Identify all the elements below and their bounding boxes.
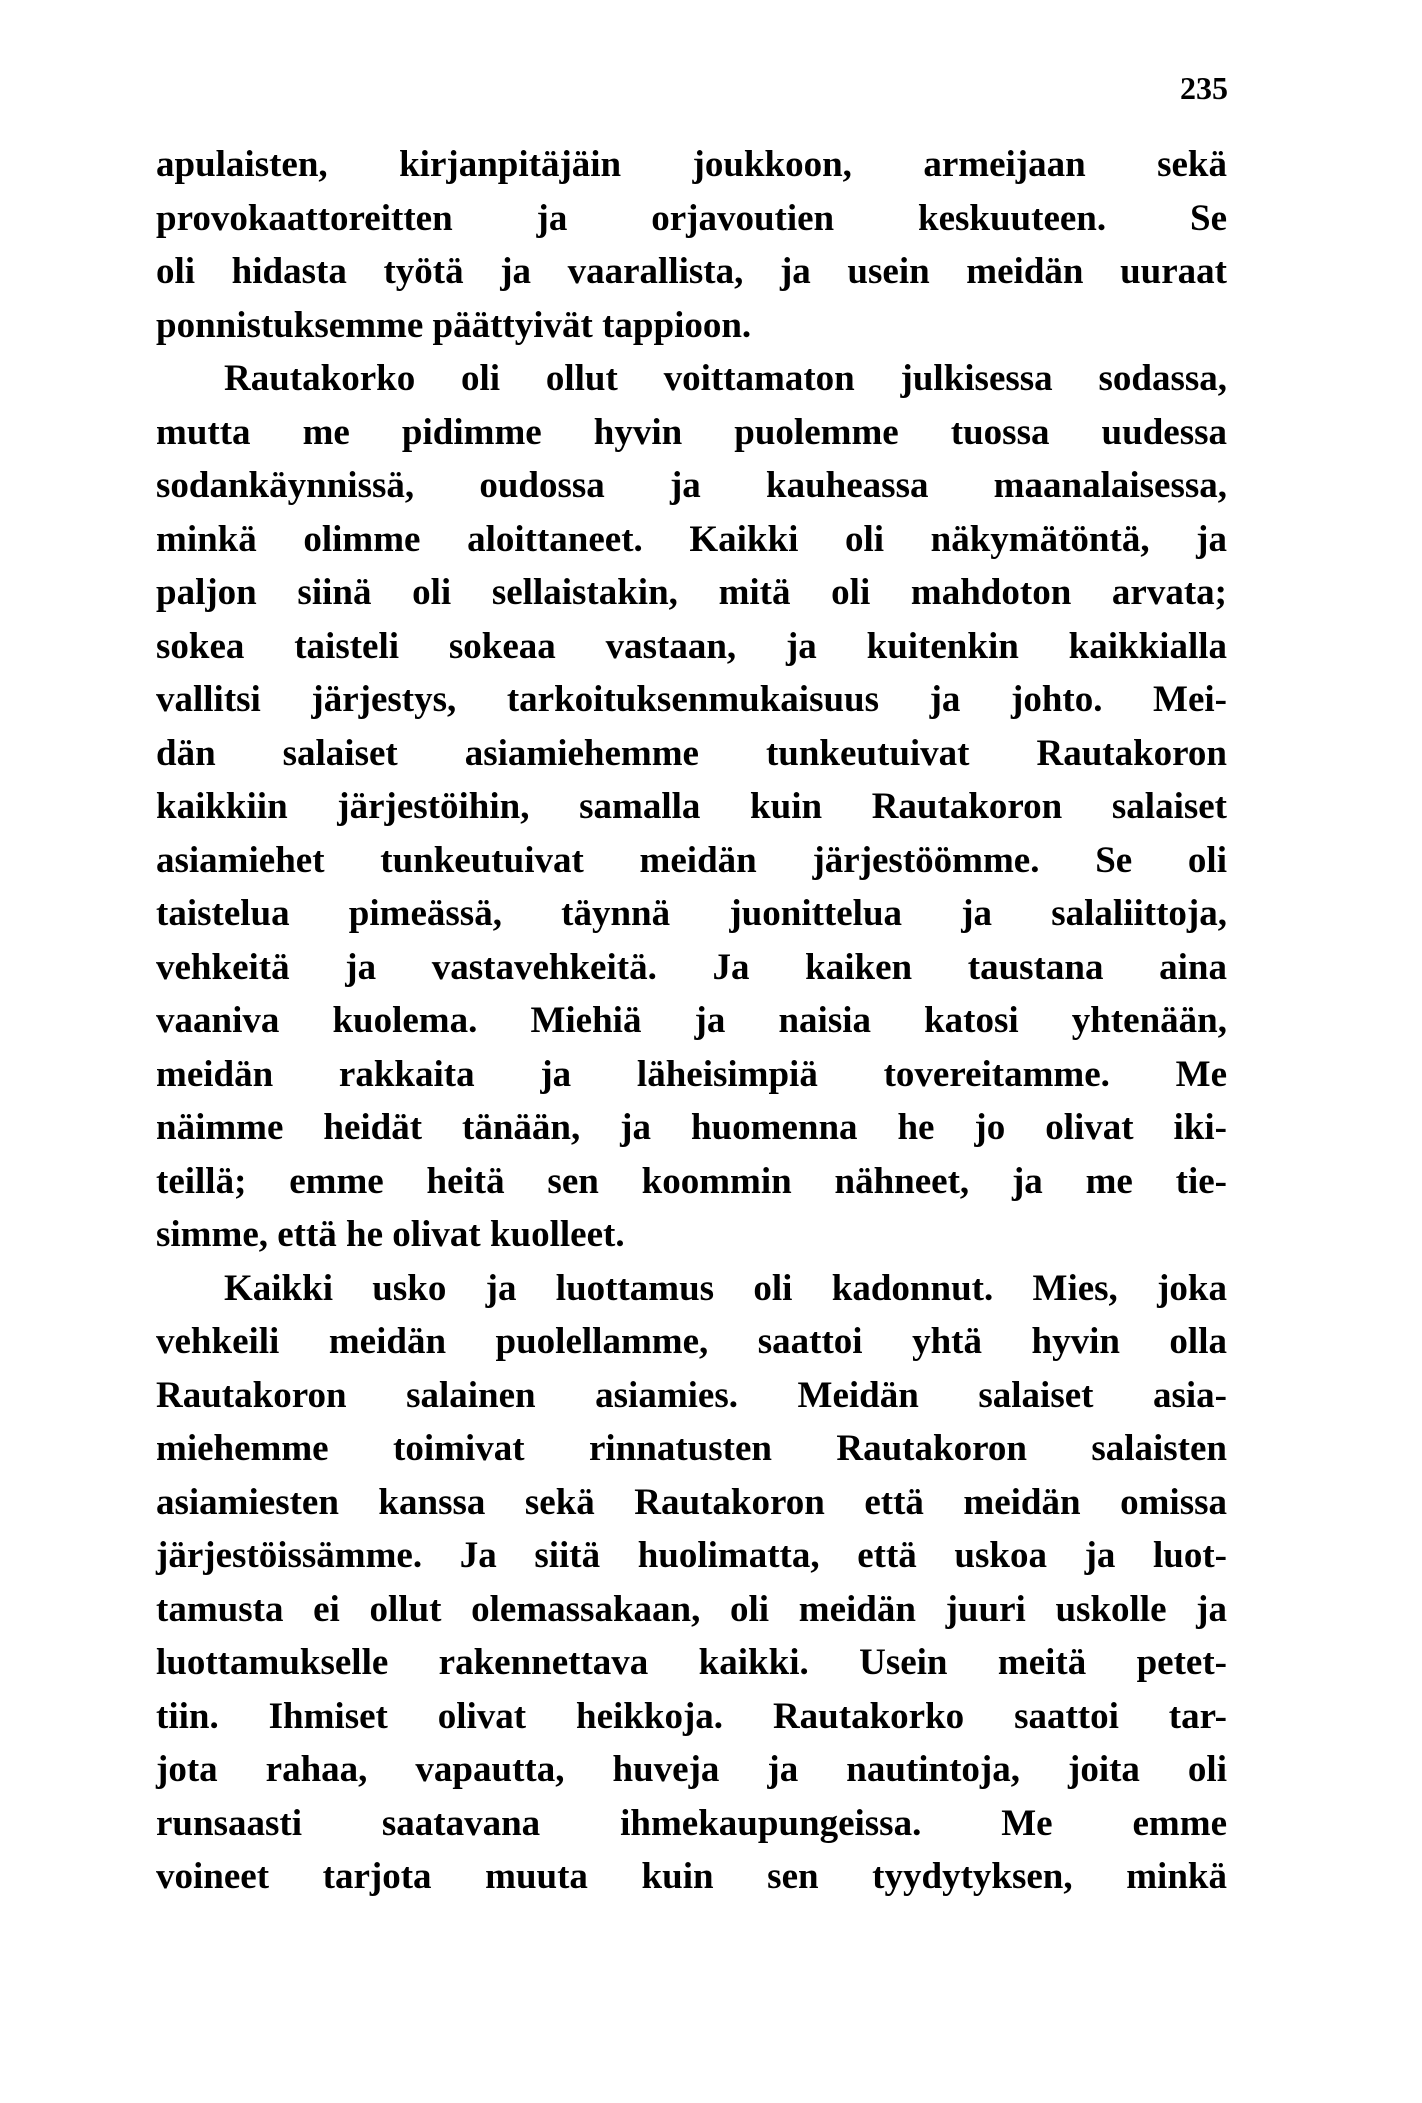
text-line: runsaasti saatavana ihmekaupungeissa. Me emme xyxy=(156,1802,1227,1844)
text-line: asiamiesten kanssa sekä Rautakoron että meidän omissa xyxy=(156,1481,1227,1523)
text-line: jota rahaa, vapautta, huveja ja nautintoja, joita oli xyxy=(156,1749,1227,1790)
paragraph xyxy=(156,138,1227,352)
text-line: näimme heidät tänään, ja huomenna he jo olivat iki- xyxy=(156,1107,1227,1148)
text-line: mutta me pidimme hyvin puolemme tuossa uudessa xyxy=(156,411,1227,453)
text-line: vehkeili meidän puolellamme, saattoi yhtä hyvin olla xyxy=(156,1321,1227,1362)
body-text xyxy=(156,138,1227,1904)
text-line: paljon siinä oli sellaistakin, mitä oli mahdoton arvata; xyxy=(156,572,1227,613)
text-line: teillä; emme heitä sen koommin nähneet, ja me tie- xyxy=(156,1160,1227,1202)
text-line: asiamiehet tunkeutuivat meidän järjestöömme. Se oli xyxy=(156,839,1227,881)
page-number: 235 xyxy=(1180,70,1228,106)
text-line: minkä olimme aloittaneet. Kaikki oli näkymätöntä, ja xyxy=(156,518,1227,560)
paragraph xyxy=(156,352,1227,1262)
text-line: vaaniva kuolema. Miehiä ja naisia katosi yhtenään, xyxy=(156,1000,1227,1041)
text-line: sodankäynnissä, oudossa ja kauheassa maanalaisessa, xyxy=(156,465,1227,506)
text-line: voineet tarjota muuta kuin sen tyydytyksen, minkä xyxy=(156,1856,1227,1897)
text-line: Rautakoron salainen asiamies. Meidän salaiset asia- xyxy=(156,1374,1227,1416)
text-line: tiin. Ihmiset olivat heikkoja. Rautakorko saattoi tar- xyxy=(156,1695,1227,1737)
text-line: provokaattoreitten ja orjavoutien keskuuteen. Se xyxy=(156,197,1227,239)
text-line: oli hidasta työtä ja vaarallista, ja usein meidän uuraat xyxy=(156,251,1227,292)
text-line: sokea taisteli sokeaa vastaan, ja kuitenkin kaikkialla xyxy=(156,625,1227,667)
text-line: ponnistuksemme päättyivät tappioon. xyxy=(156,304,752,346)
text-line: vallitsi järjestys, tarkoituksenmukaisuus ja johto. Mei- xyxy=(156,679,1227,720)
text-line: dän salaiset asiamiehemme tunkeutuivat Rautakoron xyxy=(156,732,1227,774)
text-line: miehemme toimivat rinnatusten Rautakoron salaisten xyxy=(156,1428,1227,1469)
text-line: luottamukselle rakennettava kaikki. Usein meitä petet- xyxy=(156,1642,1227,1683)
text-line: simme, että he olivat kuolleet. xyxy=(156,1214,625,1255)
text-line: vehkeitä ja vastavehkeitä. Ja kaiken taustana aina xyxy=(156,946,1227,988)
paragraph xyxy=(156,1262,1227,1904)
text-line: taistelua pimeässä, täynnä juonittelua ja salaliittoja, xyxy=(156,893,1227,934)
text-line: kaikkiin järjestöihin, samalla kuin Rautakoron salaiset xyxy=(156,786,1227,827)
text-line: Kaikki usko ja luottamus oli kadonnut. Mies, joka xyxy=(224,1267,1227,1309)
text-line: järjestöissämme. Ja siitä huolimatta, että uskoa ja luot- xyxy=(156,1535,1227,1576)
text-line: tamusta ei ollut olemassakaan, oli meidän juuri uskolle ja xyxy=(156,1588,1227,1630)
text-line: meidän rakkaita ja läheisimpiä tovereitamme. Me xyxy=(156,1053,1227,1095)
text-line: apulaisten, kirjanpitäjäin joukkoon, armeijaan sekä xyxy=(156,144,1227,185)
text-line: Rautakorko oli ollut voittamaton julkisessa sodassa, xyxy=(224,358,1227,399)
